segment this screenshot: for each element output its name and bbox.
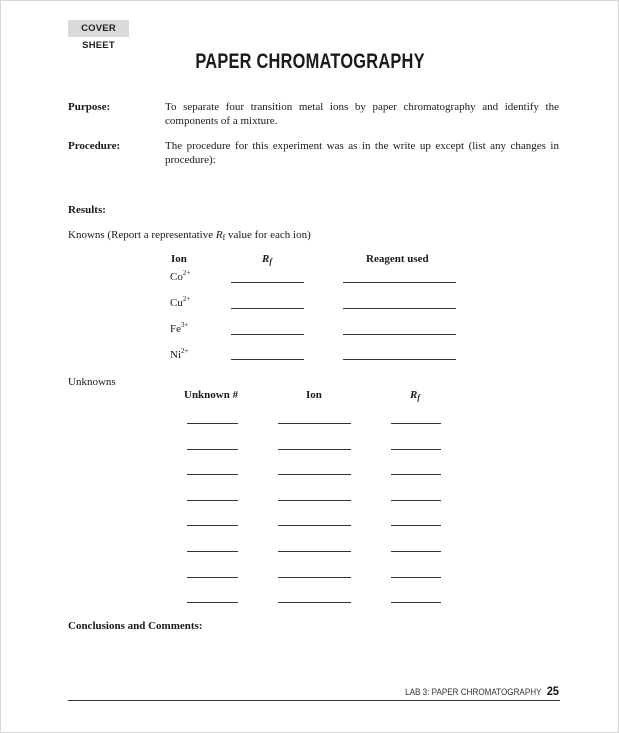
- footer-rule: [68, 700, 560, 701]
- procedure-text: The procedure for this experiment was as in the write up except (list any changes in procedure):: [165, 140, 559, 166]
- unknown-ion-field[interactable]: [278, 500, 351, 501]
- known-reagent-field[interactable]: [343, 334, 456, 335]
- unknown-number-field[interactable]: [187, 577, 238, 578]
- known-ion-iron: $Fe^{3+}$: [170, 321, 189, 335]
- unknown-rf-field[interactable]: [391, 551, 441, 552]
- unknown-number-field[interactable]: [187, 474, 238, 475]
- unknown-rf-field[interactable]: [391, 500, 441, 501]
- known-ion-nickel: $Ni^{2+}$: [170, 347, 189, 361]
- unknown-number-field[interactable]: [187, 602, 238, 603]
- unknown-ion-field[interactable]: [278, 423, 351, 424]
- results-heading: Results:: [68, 204, 106, 216]
- unknown-number-field[interactable]: [187, 449, 238, 450]
- known-rf-field[interactable]: [231, 308, 304, 309]
- procedure-label: Procedure:: [68, 140, 121, 152]
- page-title: PAPER CHROMATOGRAPHY: [195, 50, 425, 73]
- purpose-label: Purpose:: [68, 101, 111, 113]
- unknown-rf-field[interactable]: [391, 423, 441, 424]
- unknown-rf-field[interactable]: [391, 449, 441, 450]
- unknown-rf-field[interactable]: [391, 577, 441, 578]
- conclusions-heading: Conclusions and Comments:: [68, 620, 203, 632]
- known-rf-field[interactable]: [231, 359, 304, 360]
- knowns-col-reagent: Reagent used: [366, 253, 429, 265]
- unknown-number-field[interactable]: [187, 500, 238, 501]
- known-reagent-field[interactable]: [343, 308, 456, 309]
- unknown-ion-field[interactable]: [278, 474, 351, 475]
- unknown-number-field[interactable]: [187, 423, 238, 424]
- unknowns-col-ion: Ion: [306, 389, 322, 401]
- knowns-col-rf: $R_f$: [262, 253, 273, 266]
- page-footer: [405, 684, 559, 698]
- unknown-number-field[interactable]: [187, 551, 238, 552]
- unknown-rf-field[interactable]: [391, 602, 441, 603]
- unknown-ion-field[interactable]: [278, 449, 351, 450]
- unknown-ion-field[interactable]: [278, 577, 351, 578]
- page-number: 25: [546, 684, 559, 698]
- unknown-ion-field[interactable]: [278, 551, 351, 552]
- unknown-ion-field[interactable]: [278, 602, 351, 603]
- known-ion-copper: $Cu^{2+}$: [170, 295, 191, 309]
- known-rf-field[interactable]: [231, 282, 304, 283]
- unknown-ion-field[interactable]: [278, 525, 351, 526]
- purpose-text: To separate four transition metal ions by paper chromatography and identify the components of a mixture.: [165, 101, 559, 127]
- unknowns-col-number: Unknown #: [184, 389, 239, 401]
- cover-sheet-tag: COVER SHEET: [68, 20, 129, 37]
- knowns-instruction: Knowns (Report a representative $R_f$ value for each ion): [68, 229, 311, 242]
- unknown-number-field[interactable]: [187, 525, 238, 526]
- unknowns-col-rf: $R_f$: [410, 389, 421, 402]
- known-ion-cobalt: $Co^{2+}$: [170, 269, 191, 283]
- unknown-rf-field[interactable]: [391, 525, 441, 526]
- footer-lab-title: LAB 3: PAPER CHROMATOGRAPHY: [405, 687, 542, 697]
- unknowns-label: Unknowns: [68, 376, 116, 388]
- known-rf-field[interactable]: [231, 334, 304, 335]
- unknown-rf-field[interactable]: [391, 474, 441, 475]
- known-reagent-field[interactable]: [343, 282, 456, 283]
- known-reagent-field[interactable]: [343, 359, 456, 360]
- knowns-col-ion: Ion: [171, 253, 187, 265]
